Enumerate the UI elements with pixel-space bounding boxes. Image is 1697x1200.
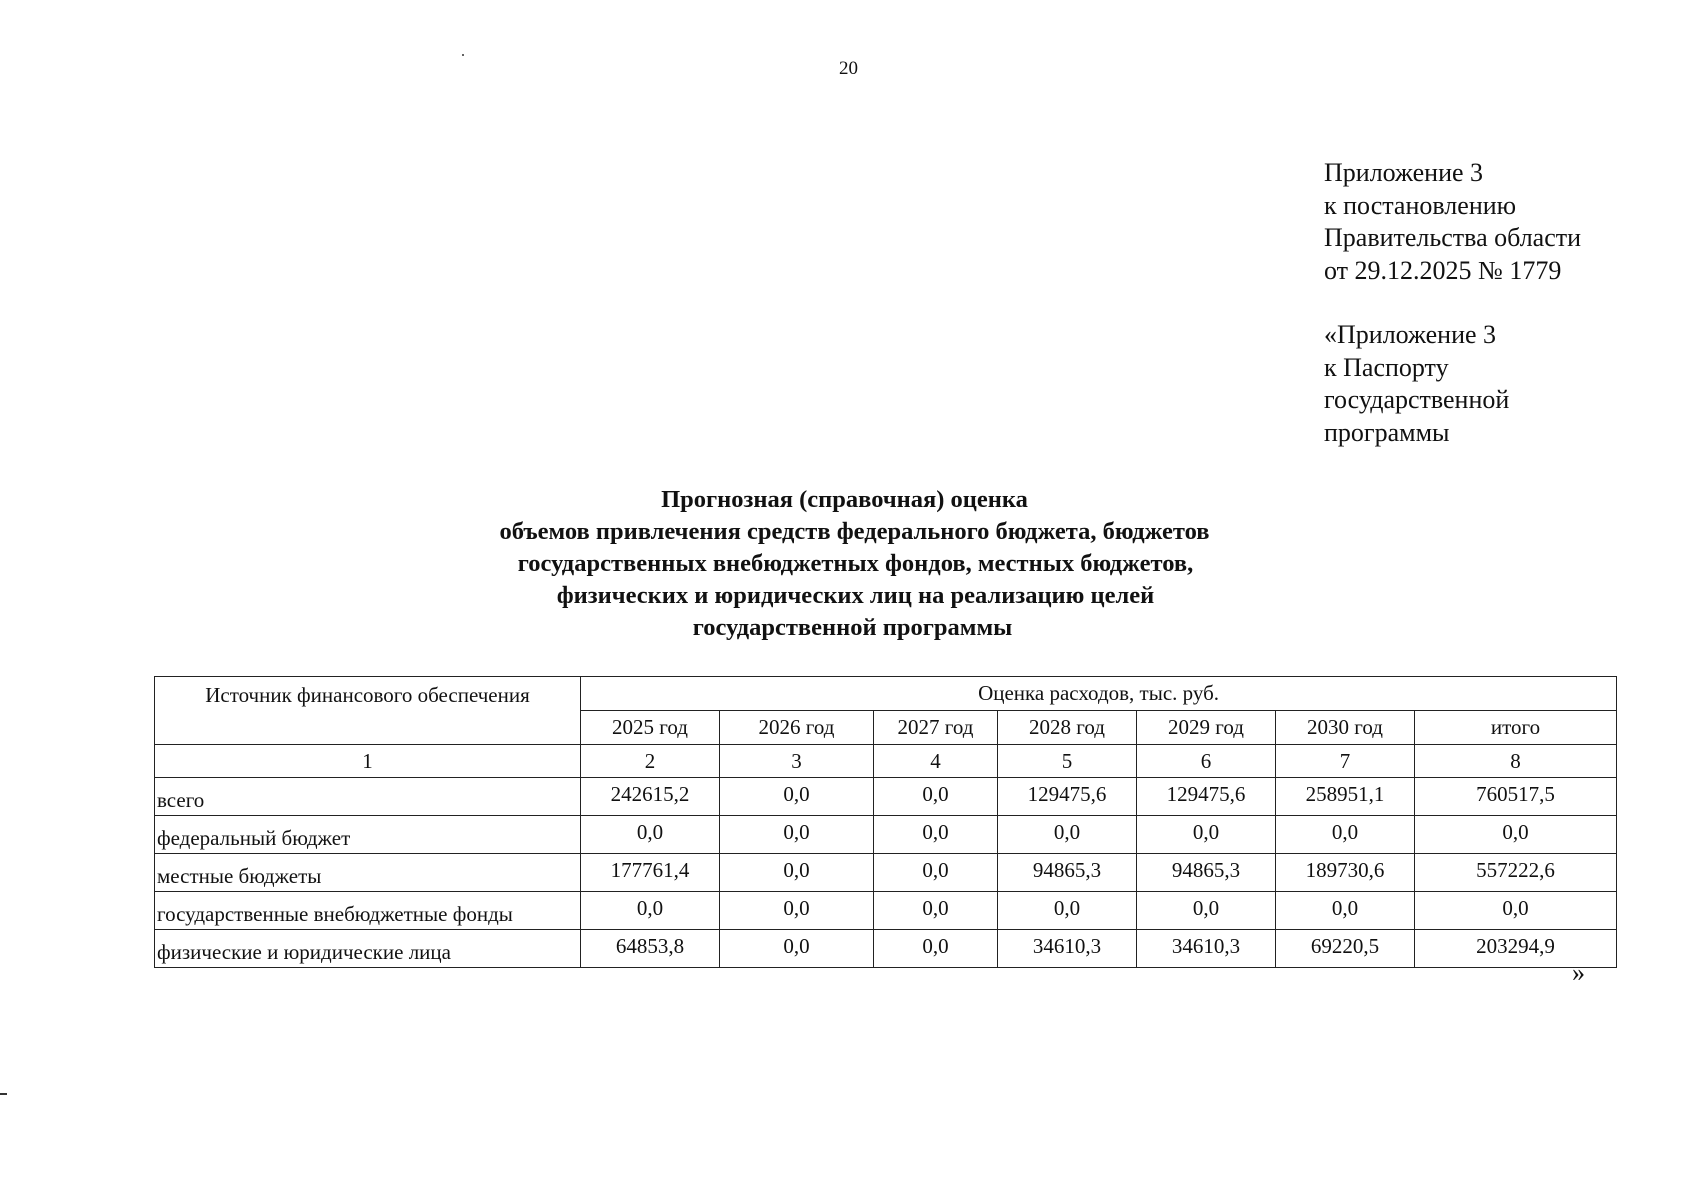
value-cell: 177761,4 (581, 854, 720, 892)
row-label: федеральный бюджет (155, 816, 581, 854)
total-value-cell: 760517,5 (1415, 778, 1617, 816)
value-cell: 0,0 (874, 854, 998, 892)
appendix-quoted-line: государственной (1324, 385, 1510, 414)
value-cell: 34610,3 (998, 930, 1137, 968)
year-header-cell: 2030 год (1276, 711, 1415, 745)
column-number-cell: 1 (155, 745, 581, 778)
column-number-cell: 8 (1415, 745, 1617, 778)
appendix-quoted-line: к Паспорту (1324, 352, 1449, 382)
scan-artifact-dash (0, 1093, 7, 1095)
title-line: объемов привлечения средств федерального бюджета, бюджетов (499, 518, 1210, 545)
table-row (155, 816, 1617, 854)
value-cell: 0,0 (720, 778, 874, 816)
value-cell: 0,0 (720, 930, 874, 968)
closing-quote-mark: » (1572, 958, 1585, 987)
total-header-cell: итого (1415, 711, 1617, 745)
value-cell: 129475,6 (998, 778, 1137, 816)
column-number-cell: 4 (874, 745, 998, 778)
value-cell: 34610,3 (1137, 930, 1276, 968)
value-cell: 94865,3 (998, 854, 1137, 892)
total-value-cell: 0,0 (1415, 892, 1617, 930)
value-cell: 0,0 (998, 816, 1137, 854)
appendix-block (1324, 157, 1581, 449)
source-header-cell: Источник финансового обеспечения (155, 677, 581, 745)
value-cell: 69220,5 (1276, 930, 1415, 968)
appendix-line: Правительства области (1324, 223, 1582, 252)
appendix-line: от 29.12.2025 № 1779 (1324, 255, 1562, 285)
total-value-cell: 203294,9 (1415, 930, 1617, 968)
value-cell: 0,0 (1137, 816, 1276, 854)
column-number-cell: 6 (1137, 745, 1276, 778)
appendix-spacer (1324, 287, 1581, 319)
year-header-cell: 2028 год (998, 711, 1137, 745)
table-row (155, 854, 1617, 892)
year-header-cell: 2027 год (874, 711, 998, 745)
value-cell: 0,0 (874, 816, 998, 854)
column-number-cell: 2 (581, 745, 720, 778)
value-cell: 0,0 (581, 816, 720, 854)
value-cell: 0,0 (720, 854, 874, 892)
value-cell: 0,0 (1137, 892, 1276, 930)
column-number-cell: 3 (720, 745, 874, 778)
value-cell: 64853,8 (581, 930, 720, 968)
table-row (155, 778, 1617, 816)
financing-table (154, 676, 1617, 968)
value-cell: 242615,2 (581, 778, 720, 816)
table-row (155, 930, 1617, 968)
table-row (155, 892, 1617, 930)
value-cell: 0,0 (581, 892, 720, 930)
row-label: всего (155, 778, 581, 816)
year-header-cell: 2026 год (720, 711, 874, 745)
expense-header-cell: Оценка расходов, тыс. руб. (581, 677, 1617, 711)
value-cell: 0,0 (720, 816, 874, 854)
row-label: местные бюджеты (155, 854, 581, 892)
value-cell: 0,0 (1276, 816, 1415, 854)
value-cell: 94865,3 (1137, 854, 1276, 892)
appendix-line: к постановлению (1324, 190, 1517, 220)
row-label: физические и юридические лица (155, 930, 581, 968)
column-number-cell: 7 (1276, 745, 1415, 778)
value-cell: 0,0 (874, 892, 998, 930)
column-number-row (155, 745, 1617, 778)
year-header-cell: 2029 год (1137, 711, 1276, 745)
title-line: государственной программы (692, 614, 1013, 641)
value-cell: 0,0 (874, 930, 998, 968)
value-cell: 0,0 (874, 778, 998, 816)
value-cell: 0,0 (998, 892, 1137, 930)
column-number-cell: 5 (998, 745, 1137, 778)
document-title (0, 484, 1697, 644)
value-cell: 0,0 (720, 892, 874, 930)
page-number: 20 (839, 58, 858, 79)
title-line: государственных внебюджетных фондов, местных бюджетов, (517, 550, 1194, 577)
total-value-cell: 0,0 (1415, 816, 1617, 854)
value-cell: 0,0 (1276, 892, 1415, 930)
title-line: Прогнозная (справочная) оценка (661, 486, 1028, 513)
appendix-line: Приложение 3 (1324, 158, 1484, 187)
row-label: государственные внебюджетные фонды (155, 892, 581, 930)
scan-artifact-dot (462, 54, 464, 56)
appendix-quoted-line: «Приложение 3 (1324, 320, 1497, 349)
value-cell: 129475,6 (1137, 778, 1276, 816)
total-value-cell: 557222,6 (1415, 854, 1617, 892)
value-cell: 258951,1 (1276, 778, 1415, 816)
value-cell: 189730,6 (1276, 854, 1415, 892)
table-header-row (155, 677, 1617, 711)
appendix-quoted-line: программы (1324, 417, 1450, 447)
title-line: физических и юридических лиц на реализацию целей (556, 582, 1155, 609)
year-header-cell: 2025 год (581, 711, 720, 745)
